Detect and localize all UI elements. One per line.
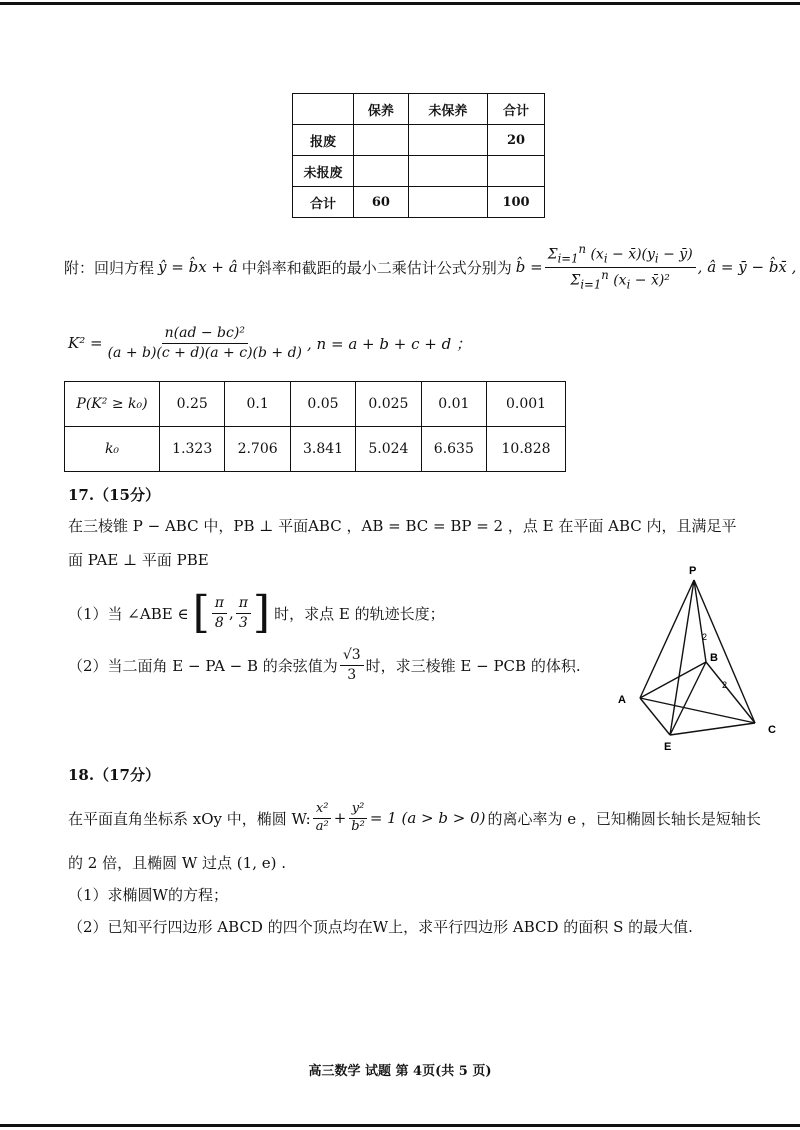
table-cell: P(K² ≥ k₀) [65, 382, 160, 427]
table-cell [293, 94, 354, 125]
appendix-intro: 附：回归方程 [64, 258, 155, 277]
k2-formula-line [68, 318, 471, 368]
label-P: P [689, 565, 697, 577]
label-A: A [618, 694, 626, 706]
label-C: C [768, 724, 776, 736]
table-cell: 报废 [293, 125, 354, 156]
table-row [293, 187, 545, 218]
table-cell: 1.323 [160, 427, 225, 472]
label-two-BC: 2 [722, 680, 728, 690]
table-cell: 2.706 [225, 427, 290, 472]
k2-suffix: , n = a + b + c + d ； [307, 334, 471, 353]
b-hat-formula [545, 242, 696, 292]
b-hat-numerator: $\Sigma_{i=1}^n$ ($x_i$ − $x̄)(y_i$ − ȳ) [545, 242, 696, 268]
pi-over-8: $\frac{\pi}{8}$ [212, 594, 227, 631]
table-cell: 0.05 [290, 382, 355, 427]
appendix-mid: 中斜率和截距的最小二乘估计公式分别为 [241, 258, 512, 277]
q17-part2-pre: （2）当二面角 E − PA − B 的余弦值为 [68, 656, 338, 675]
edge-PC [694, 580, 755, 723]
table-cell [354, 156, 409, 187]
table-cell: 未保养 [408, 94, 487, 125]
table-row [293, 125, 545, 156]
table-cell: 0.001 [487, 382, 566, 427]
table-cell [408, 125, 487, 156]
q17-line1: 在三棱锥 P − ABC 中，PB ⊥ 平面ABC ，AB = BC = BP = 2 ，点 E 在平面 ABC 内，且满足平 [68, 517, 737, 535]
edge-EC [670, 723, 755, 735]
table-header-row [293, 94, 545, 125]
plus-sign: + [333, 809, 347, 827]
table-cell: 合计 [293, 187, 354, 218]
y2-over-b2: $\frac{\text{y²}}{\text{b²}}$ [348, 801, 368, 836]
edge-PA [640, 580, 694, 698]
x2-over-a2: $\frac{\text{x²}}{\text{a²}}$ [313, 801, 332, 836]
label-E: E [664, 741, 672, 753]
bottom-border-line [0, 1124, 800, 1127]
q17-part2 [68, 638, 581, 692]
table-cell [408, 156, 487, 187]
label-two-PB: 2 [702, 632, 708, 642]
q17-part1-post: 时，求点 E 的轨迹长度； [274, 604, 445, 623]
comma: , [228, 604, 234, 622]
regression-equation: ŷ = b̂x + â [158, 258, 238, 276]
table-cell: 3.841 [290, 427, 355, 472]
maintenance-table [292, 93, 545, 218]
sqrt3-over-3: $\frac{√3}{3}$ [340, 646, 364, 683]
table-cell: 合计 [488, 94, 545, 125]
table-cell: 6.635 [421, 427, 486, 472]
q17-part1 [68, 582, 445, 644]
chi-square-table [64, 381, 566, 472]
q18-part2: （2）已知平行四边形 ABCD 的四个顶点均在W上，求平行四边形 ABCD 的面积 S 的最大值. [68, 918, 693, 936]
left-bracket: [ [192, 587, 210, 638]
table-row [65, 427, 566, 472]
b-hat-symbol: b̂ = [515, 258, 543, 276]
q18-part1: （1）求椭圆W的方程； [68, 886, 228, 904]
q17-part1-pre: （1）当 ∠ABE ∈ [68, 604, 189, 623]
table-cell: 10.828 [487, 427, 566, 472]
q18-line1-post: 的离心率为 e ，已知椭圆长轴长是短轴长 [487, 809, 761, 828]
k2-fraction [105, 324, 305, 361]
right-bracket: ] [252, 587, 271, 638]
table-cell [408, 187, 487, 218]
k2-denominator: (a + b)(c + d)(a + c)(b + d) [107, 344, 303, 361]
table-cell: 0.01 [421, 382, 486, 427]
tetrahedron-figure [610, 560, 785, 755]
top-border-line [0, 2, 800, 5]
table-cell: 0.1 [225, 382, 290, 427]
ellipse-condition: = 1 (a > b > 0) [369, 809, 486, 827]
label-B: B [710, 652, 718, 664]
table-cell: 保养 [354, 94, 409, 125]
table-cell: k₀ [65, 427, 160, 472]
table-cell: 0.25 [160, 382, 225, 427]
appendix-regression-line [64, 232, 796, 302]
pi-over-3: $\frac{\pi}{3}$ [236, 594, 251, 631]
q18-header: 18.（17分） [68, 766, 160, 784]
edge-AB [640, 662, 706, 698]
table-cell: 20 [488, 125, 545, 156]
table-cell: 5.024 [356, 427, 421, 472]
k2-numerator: n(ad − bc)² [162, 324, 248, 343]
table-cell [488, 156, 545, 187]
q18-line2: 的 2 倍，且椭圆 W 过点 (1, e) . [68, 854, 286, 872]
b-hat-denominator: $\Sigma_{i=1}^n$ ($x_i$ − x̄)² [570, 267, 670, 291]
table-cell: 100 [488, 187, 545, 218]
q18-line1 [68, 794, 761, 842]
table-cell: 0.025 [356, 382, 421, 427]
a-hat-formula: , â = ȳ − b̂x̄ , [697, 258, 797, 276]
q17-part2-post: 时，求三棱锥 E − PCB 的体积. [365, 656, 581, 675]
q18-line1-pre: 在平面直角坐标系 xOy 中，椭圆 W: [68, 809, 311, 828]
page-footer: 高三数学 试题 第 4页(共 5 页) [308, 1064, 492, 1079]
table-row [293, 156, 545, 187]
q17-line2: 面 PAE ⊥ 平面 PBE [68, 551, 209, 569]
table-cell: 未报废 [293, 156, 354, 187]
k2-symbol: K² = [68, 334, 103, 352]
table-cell [354, 125, 409, 156]
table-cell: 60 [354, 187, 409, 218]
q17-header: 17.（15分） [68, 486, 160, 504]
table-row [65, 382, 566, 427]
